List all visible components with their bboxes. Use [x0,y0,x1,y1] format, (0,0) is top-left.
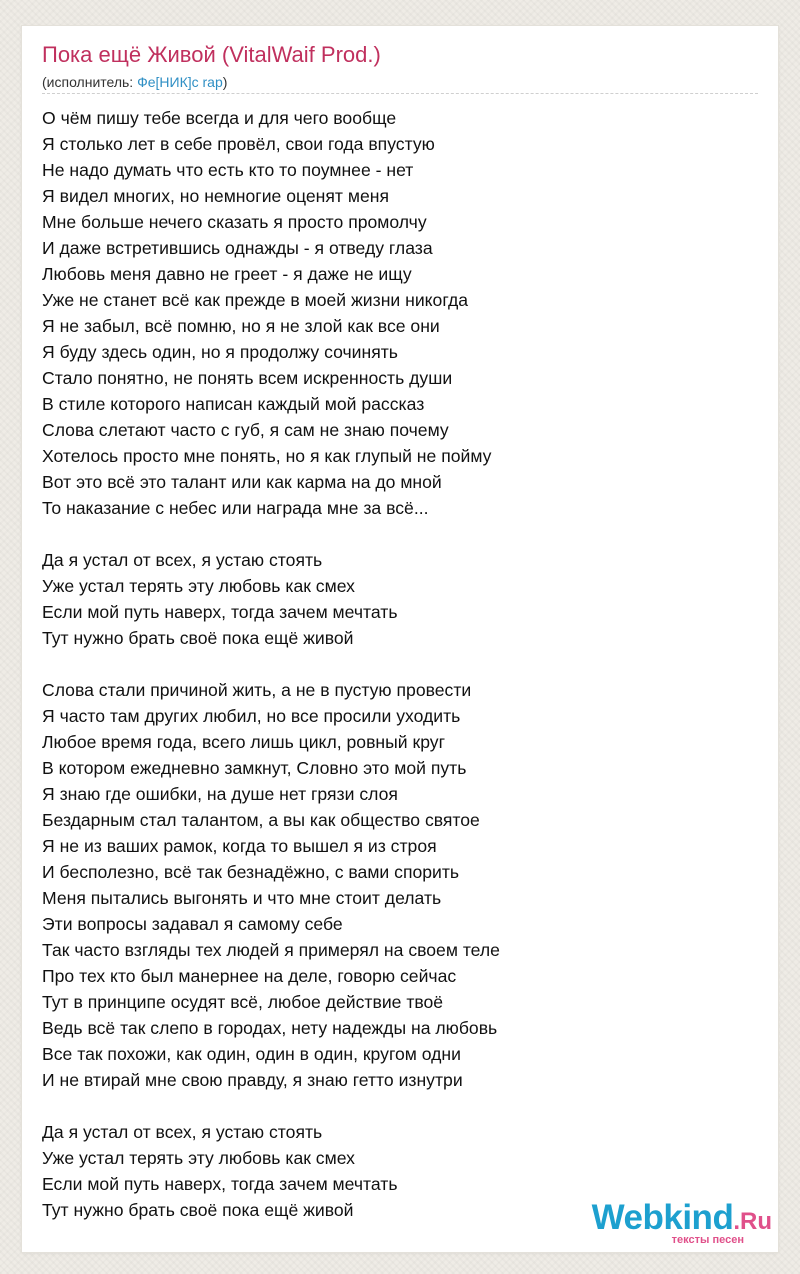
lyric-line: В котором ежедневно замкнут, Словно это мой путь [42,758,467,778]
lyric-line: Любое время года, всего лишь цикл, ровный круг [42,732,445,752]
lyric-line: Тут нужно брать своё пока ещё живой [42,1200,354,1220]
lyric-line: Про тех кто был манернее на деле, говорю сейчас [42,966,457,986]
lyric-line: Если мой путь наверх, тогда зачем мечтать [42,1174,398,1194]
lyrics-card [22,26,778,1252]
lyric-line: То наказание с небес или награда мне за всё... [42,498,429,518]
stanza-break [42,521,500,547]
lyric-line: И даже встретившись однажды - я отведу глаза [42,238,433,258]
dashed-divider [42,93,758,94]
lyric-line: Тут в принципе осудят всё, любое действие твоё [42,992,444,1012]
lyric-line: Бездарным стал талантом, а вы как общество святое [42,810,480,830]
lyric-line: Уже устал терять эту любовь как смех [42,1148,355,1168]
lyric-line: Если мой путь наверх, тогда зачем мечтать [42,602,398,622]
lyrics-text [42,105,500,1223]
lyric-line: Тут нужно брать своё пока ещё живой [42,628,354,648]
site-logo[interactable] [592,1200,772,1246]
artist-suffix: ) [222,74,228,90]
lyric-line: Все так похожи, как один, один в один, кругом одни [42,1044,461,1064]
lyric-line: Стало понятно, не понять всем искренность души [42,368,453,388]
lyric-line: Я часто там других любил, но все просили уходить [42,706,461,726]
lyric-line: Я видел многих, но немногие оценят меня [42,186,389,206]
artist-line [42,74,227,90]
lyric-line: Слова слетают часто с губ, я сам не знаю почему [42,420,449,440]
logo-main-text: Webkind [591,1198,734,1237]
lyric-line: Я не забыл, всё помню, но я не злой как все они [42,316,440,336]
lyric-line: О чём пишу тебе всегда и для чего вообще [42,108,397,128]
artist-link[interactable]: Фе[НИК]с rap [137,74,223,90]
song-title: Пока ещё Живой (VitalWaif Prod.) [42,42,381,67]
lyric-line: Да я устал от всех, я устаю стоять [42,550,323,570]
lyric-line: Меня пытались выгонять и что мне стоит делать [42,888,442,908]
logo-suffix: .Ru [733,1208,772,1235]
lyric-line: Я буду здесь один, но я продолжу сочинять [42,342,398,362]
lyric-line: Любовь меня давно не греет - я даже не ищу [42,264,412,284]
lyric-line: Слова стали причиной жить, а не в пустую провести [42,680,472,700]
lyric-line: Я знаю где ошибки, на душе нет грязи слоя [42,784,398,804]
lyric-line: Мне больше нечего сказать я просто промолчу [42,212,427,232]
lyric-line: Да я устал от всех, я устаю стоять [42,1122,323,1142]
lyric-line: Я не из ваших рамок, когда то вышел я из строя [42,836,437,856]
stanza-break [42,1093,500,1119]
lyric-line: Уже устал терять эту любовь как смех [42,576,355,596]
lyric-line: Уже не станет всё как прежде в моей жизни никогда [42,290,469,310]
lyric-line: Вот это всё это талант или как карма на до мной [42,472,442,492]
logo-tagline: тексты песен [671,1234,744,1246]
artist-prefix: (исполнитель: [42,74,138,90]
lyric-line: Хотелось просто мне понять, но я как глупый не пойму [42,446,492,466]
lyric-line: Так часто взгляды тех людей я примерял на своем теле [42,940,500,960]
lyric-line: Не надо думать что есть кто то поумнее - нет [42,160,414,180]
lyric-line: И не втирай мне свою правду, я знаю гетто изнутри [42,1070,463,1090]
lyric-line: Я столько лет в себе провёл, свои года впустую [42,134,435,154]
stanza-break [42,651,500,677]
lyric-line: Эти вопросы задавал я самому себе [42,914,343,934]
lyric-line: Ведь всё так слепо в городах, нету надежды на любовь [42,1018,498,1038]
lyric-line: И бесполезно, всё так безнадёжно, с вами спорить [42,862,460,882]
lyric-line: В стиле которого написан каждый мой рассказ [42,394,425,414]
